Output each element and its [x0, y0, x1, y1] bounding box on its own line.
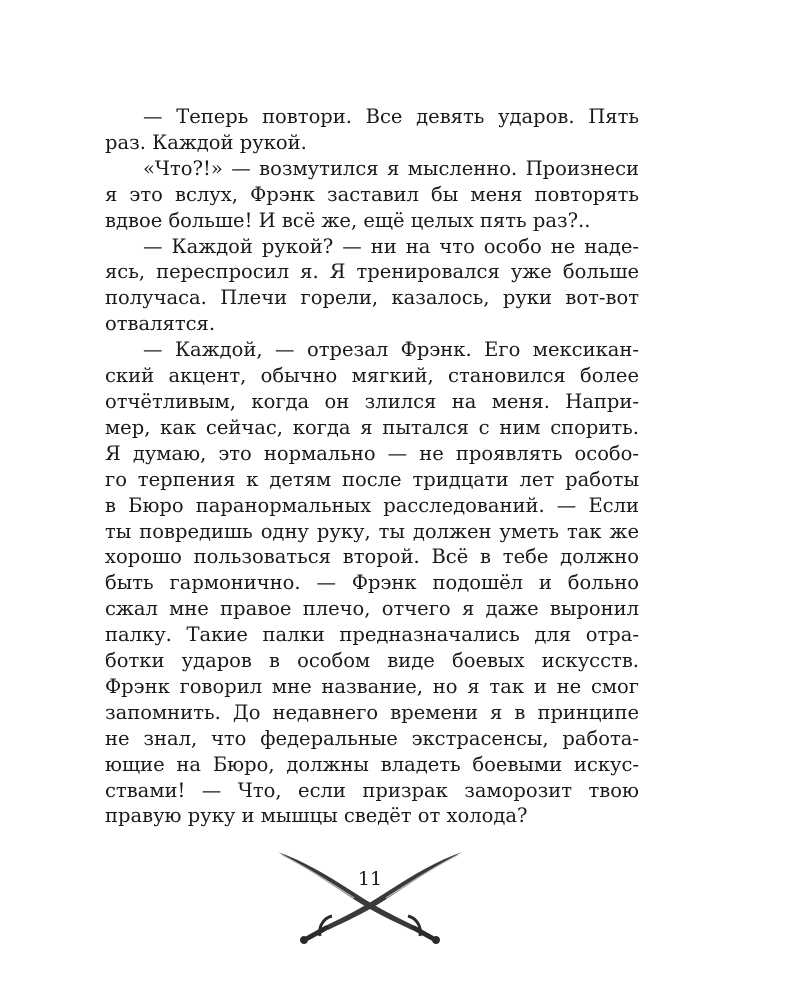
text-line: Фрэнк говорил мне название, но я так и не смог — [105, 674, 639, 698]
text-line: правую руку и мышцы сведёт от холода? — [105, 804, 528, 828]
text-line: в Бюро паранормальных расследований. — Если — [105, 493, 639, 517]
page-number: 11 — [357, 868, 383, 890]
text-line: палку. Такие палки предназначались для отра- — [105, 623, 639, 647]
text-line: — Теперь повтори. Все девять ударов. Пять — [143, 105, 639, 128]
text-line: ющие на Бюро, должны владеть боевыми искус- — [105, 752, 639, 776]
text-line: отчётливым, когда он злился на меня. Напри- — [105, 389, 639, 413]
text-line: ты повредишь одну руку, ты должен уметь так же — [105, 519, 639, 543]
text-line: ский акцент, обычно мягкий, становился более — [105, 364, 639, 388]
text-line: хорошо пользоваться второй. Всё в тебе должно — [105, 545, 639, 569]
text-line: Я думаю, это нормально — не проявлять особо- — [105, 441, 639, 465]
text-line: го терпения к детям после тридцати лет работы — [105, 467, 639, 491]
text-line: сжал мне правое плечо, отчего я даже выронил — [105, 597, 639, 621]
text-line: — Каждой, — отрезал Фрэнк. Его мексикан- — [143, 338, 639, 362]
text-line: запомнить. До недавнего времени я в принципе — [105, 700, 639, 724]
page-footer — [270, 846, 470, 946]
text-line: получаса. Плечи горели, казалось, руки вот-вот — [105, 286, 639, 310]
text-line: не знал, что федеральные экстрасенсы, работа- — [105, 726, 639, 750]
page-body-text — [105, 104, 639, 829]
crossed-sabers-icon — [270, 846, 470, 946]
text-line: раз. Каждой рукой. — [105, 130, 307, 154]
text-line: быть гармонично. — Фрэнк подошёл и больно — [105, 571, 639, 595]
text-line: «Что?!» — возмутился я мысленно. Произнеси — [143, 156, 639, 180]
text-line: ясь, переспросил я. Я тренировался уже больше — [105, 260, 639, 284]
text-line: вдвое больше! И всё же, ещё целых пять раз?.. — [105, 208, 591, 232]
text-line: мер, как сейчас, когда я пытался с ним спорить. — [105, 415, 639, 439]
text-line: ствами! — Что, если призрак заморозит твою — [105, 778, 639, 802]
text-line: отвалятся. — [105, 312, 216, 336]
text-line: я это вслух, Фрэнк заставил бы меня повторять — [105, 182, 639, 206]
text-line: — Каждой рукой? — ни на что особо не наде- — [143, 234, 639, 258]
text-line: ботки ударов в особом виде боевых искусств. — [105, 649, 639, 673]
